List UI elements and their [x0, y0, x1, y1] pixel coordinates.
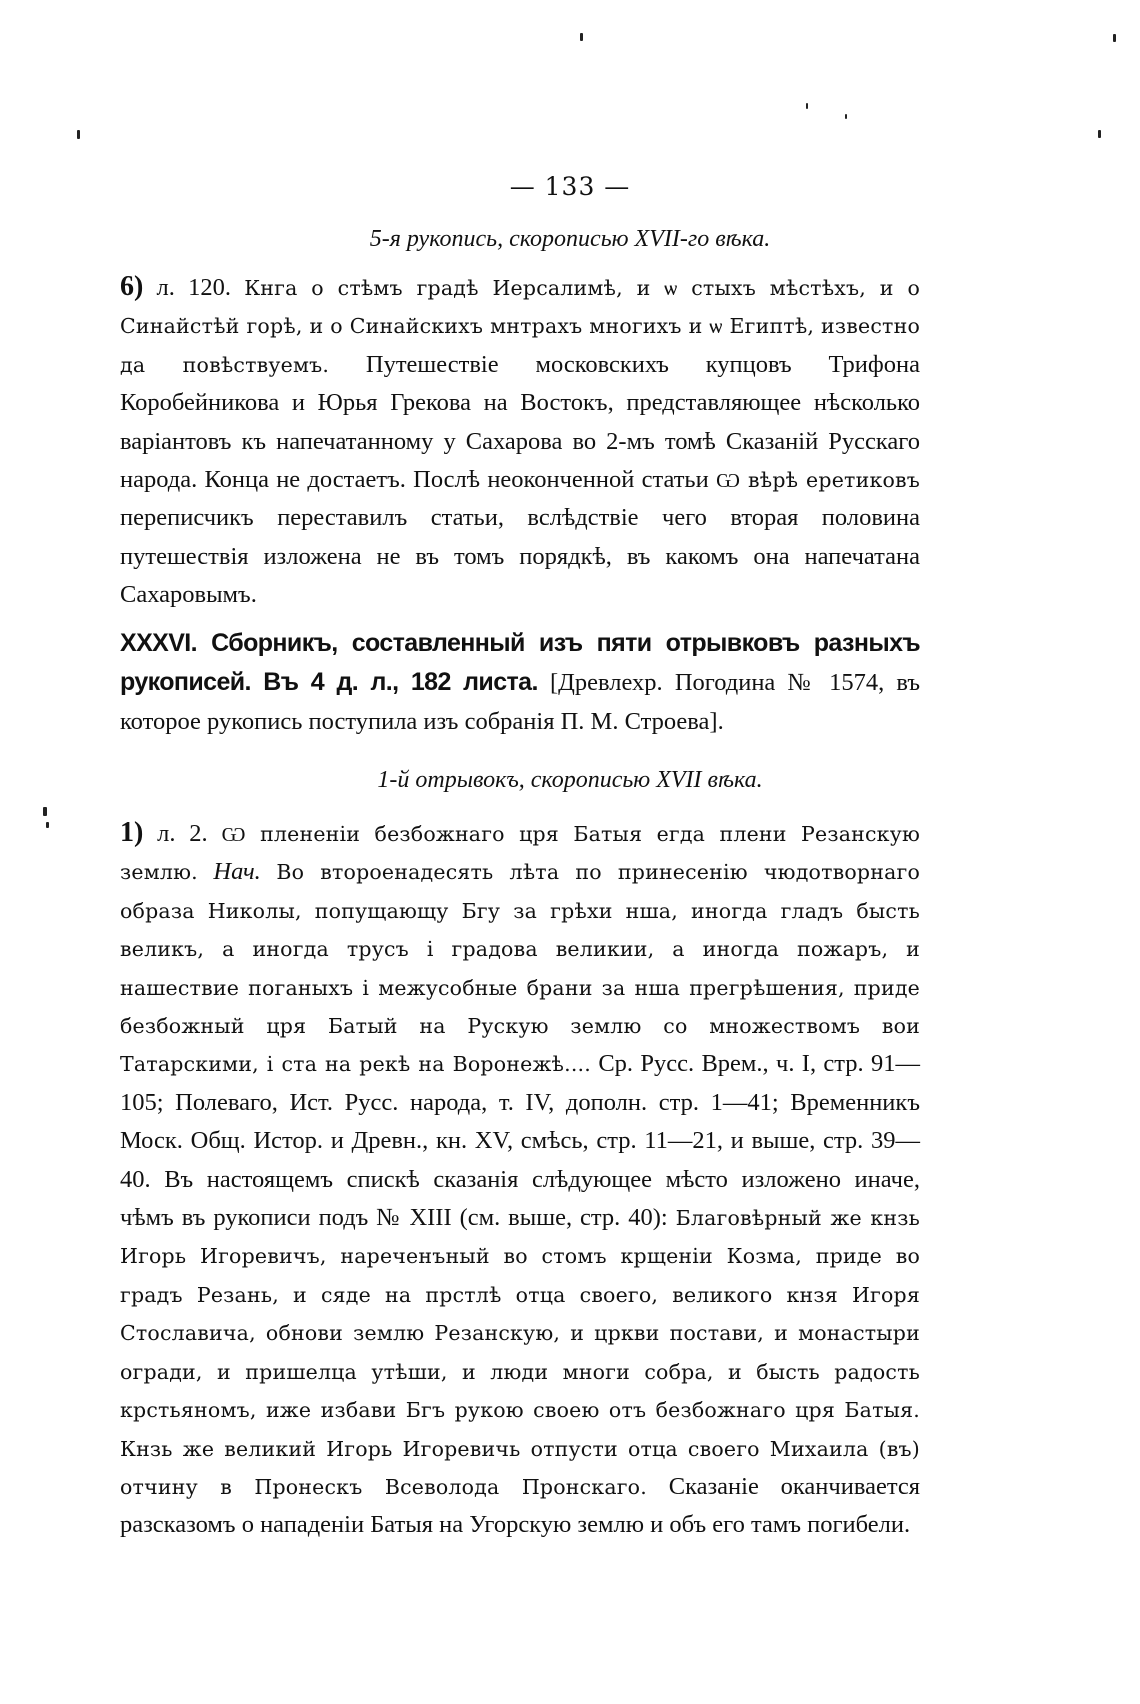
folio-reference: л. 120.	[156, 274, 231, 301]
entry-number: 6)	[120, 271, 144, 302]
entry-closing-note: Сказаніе оканчивается разсказомъ о нападеніи Батыя на Угорскую землю и объ его тамъ погибели.	[120, 1472, 920, 1539]
scan-speck	[46, 822, 49, 828]
collection-title: XXXVI. Сборникъ, составленный изъ пяти отрывковъ разныхъ рукописей. Въ 4 д. л., 182 листа.	[120, 629, 920, 697]
old-church-slavonic-inline: Ѡ вѣрѣ еретиковъ	[715, 468, 920, 493]
folio-reference: л. 2.	[157, 820, 208, 847]
scan-speck	[806, 103, 808, 109]
incipit-label: Нач.	[213, 858, 261, 886]
collection-provenance: [Древлехр. Погодина № 1574, въ которое рукопись поступила изъ собранія П. М. Строева].	[120, 669, 921, 735]
old-church-slavonic-title: Кнга о стѣмъ градѣ Иерсалимѣ, и ѡ стыхъ мѣстѣхъ, и о Синайстѣй горѣ, и о Синайскихъ мнтрахъ многихъ и ѡ Египтѣ, известно да повѣствуемъ.	[120, 276, 921, 377]
scan-speck	[77, 130, 80, 139]
scan-speck	[845, 114, 847, 119]
manuscript-heading: 5-я рукопись, скорописью XVII-го вѣка.	[369, 226, 771, 252]
entry-description: Путешествіе московскихъ купцовъ Трифона Коробейникова и Юрья Грекова на Востокъ, представляющее нѣсколько варіантовъ къ напечатанному у Сахарова во 2-мъ томѣ Сказаній Русскаго народа. Конца не достаетъ. Послѣ неоконченной статьи	[120, 350, 920, 494]
old-church-slavonic-variant: Благовѣрный же кнзь Игорь Игоревичъ, нареченъный во стомъ крщеніи Козма, приде во градъ Резань, и сяде на прстлѣ отца своего, великого кнзя Игоря Стославича, обнови землю Резанскую, и цркви постави, и монастыри огради, и пришелца утѣши, и люди многи собра, и бысть радость крстьяномъ, иже избави Бгъ рукою своею отъ безбожнаго цря Батыя. Кнзь же великий Игорь Игоревичь отпусти отца своего Михаила (въ) отчину в Пронескъ Всеволода Пронскаго.	[120, 1206, 920, 1499]
scan-speck	[1098, 130, 1101, 138]
fragment-heading: 1-й отрывокъ, скорописью XVII вѣка.	[377, 767, 763, 793]
old-church-slavonic-title: Ѡ плененіи безбожнаго цря Батыя егда плени Резанскую землю.	[120, 822, 921, 885]
scan-speck	[580, 33, 583, 41]
scan-speck	[1113, 34, 1116, 42]
page-number: — 133 —	[509, 172, 631, 201]
scan-speck	[43, 807, 47, 816]
collection-xxxvi-paragraph	[120, 624, 920, 741]
entry-1-paragraph	[120, 814, 920, 1545]
entry-description-end: переписчикъ переставилъ статьи, вслѣдствіе чего вторая половина путешествія изложена не въ томъ порядкѣ, въ какомъ она напечатана Сахаровымъ.	[120, 504, 920, 609]
entry-number: 1)	[120, 817, 144, 848]
bibliographic-references: Ср. Русс. Врем., ч. I, стр. 91—105; Полеваго, Ист. Русс. народа, т. IV, дополн. стр. 1—41; Временникъ Моск. Общ. Истор. и Древн., кн. XV, смѣсь, стр. 11—21, и выше, стр. 39—40. Въ настоящемъ спискѣ сказанія слѣдующее мѣсто изложено иначе, чѣмъ въ рукописи подъ № XIII (см. выше, стр. 40):	[120, 1050, 921, 1232]
old-church-slavonic-incipit: Во второенадесять лѣта по принесенію чюдотворнаго образа Николы, попущающу Бгу за грѣхи нша, иногда гладъ бысть великъ, а иногда трусъ і градова великии, а иногда пожаръ, и нашествие поганыхъ і межусобные брани за нша прегрѣшения, приде безбожный цря Батый на Рускую землю со множествомъ вои Татарскими, і ста на рекѣ на Воронежѣ....	[120, 860, 920, 1077]
entry-6-paragraph	[120, 268, 920, 615]
